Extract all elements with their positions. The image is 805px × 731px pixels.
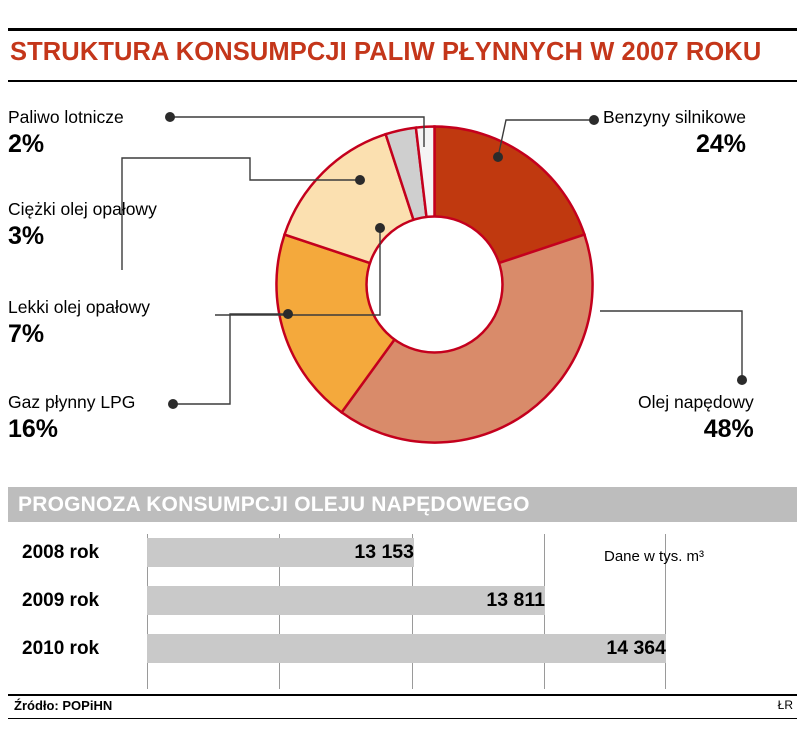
title-divider xyxy=(8,80,797,82)
leader-gaz xyxy=(173,314,288,404)
callout-olej-napedowy xyxy=(638,392,754,444)
leader-dot-olej xyxy=(737,375,747,385)
callout-benzyny-silnikowe xyxy=(603,107,746,159)
credit-note: ŁR xyxy=(777,698,793,712)
callout-label-gaz: Gaz płynny LPG xyxy=(8,392,136,412)
callout-value-ciezki: 3% xyxy=(8,222,45,250)
bar-category-2009: 2009 rok xyxy=(22,590,100,611)
footer-divider xyxy=(8,694,797,696)
callout-label-paliwo-lotnicze: Paliwo lotnicze xyxy=(8,107,124,127)
donut-chart xyxy=(272,122,597,447)
leader-dot-paliwo xyxy=(165,112,175,122)
bar-category-2008: 2008 rok xyxy=(22,542,100,563)
callout-label-lekki: Lekki olej opałowy xyxy=(8,297,151,317)
callout-value-benzyny: 24% xyxy=(695,130,746,158)
callout-ciezki-olej-opalowy xyxy=(8,199,157,251)
bar-value-2008: 13 153 xyxy=(354,541,414,563)
callout-label-ciezki: Ciężki olej opałowy xyxy=(8,199,157,219)
leader-dot-gaz xyxy=(168,399,178,409)
bar-row xyxy=(8,582,797,622)
section-banner-title: PROGNOZA KONSUMPCJI OLEJU NAPĘDOWEGO xyxy=(18,493,530,516)
page-title: STRUKTURA KONSUMPCJI PALIW PŁYNNYCH W 2007 ROKU xyxy=(10,38,762,66)
source-note: Źródło: POPiHN xyxy=(14,698,113,713)
callout-label-olej-napedowy: Olej napędowy xyxy=(638,392,754,412)
callout-value-paliwo-lotnicze: 2% xyxy=(8,130,45,158)
donut-hole xyxy=(367,217,503,353)
leader-olej-napedowy xyxy=(600,311,742,380)
callout-value-gaz: 16% xyxy=(8,415,59,443)
bar-row xyxy=(8,630,797,670)
callout-lekki-olej-opalowy xyxy=(8,297,150,349)
bar-value-2010: 14 364 xyxy=(606,637,666,659)
callout-value-olej-napedowy: 48% xyxy=(703,415,754,443)
donut-svg xyxy=(272,122,597,447)
units-note: Dane w tys. m³ xyxy=(604,548,705,565)
bar-value-2009: 13 811 xyxy=(486,589,545,611)
top-divider xyxy=(8,28,797,31)
bottom-divider xyxy=(8,718,797,719)
callout-gaz-plynny-lpg xyxy=(8,392,135,444)
callout-label-benzyny: Benzyny silnikowe xyxy=(603,107,746,127)
callout-value-lekki: 7% xyxy=(8,320,45,348)
bar-category-2010: 2010 rok xyxy=(22,638,100,659)
callout-paliwo-lotnicze xyxy=(8,107,124,159)
